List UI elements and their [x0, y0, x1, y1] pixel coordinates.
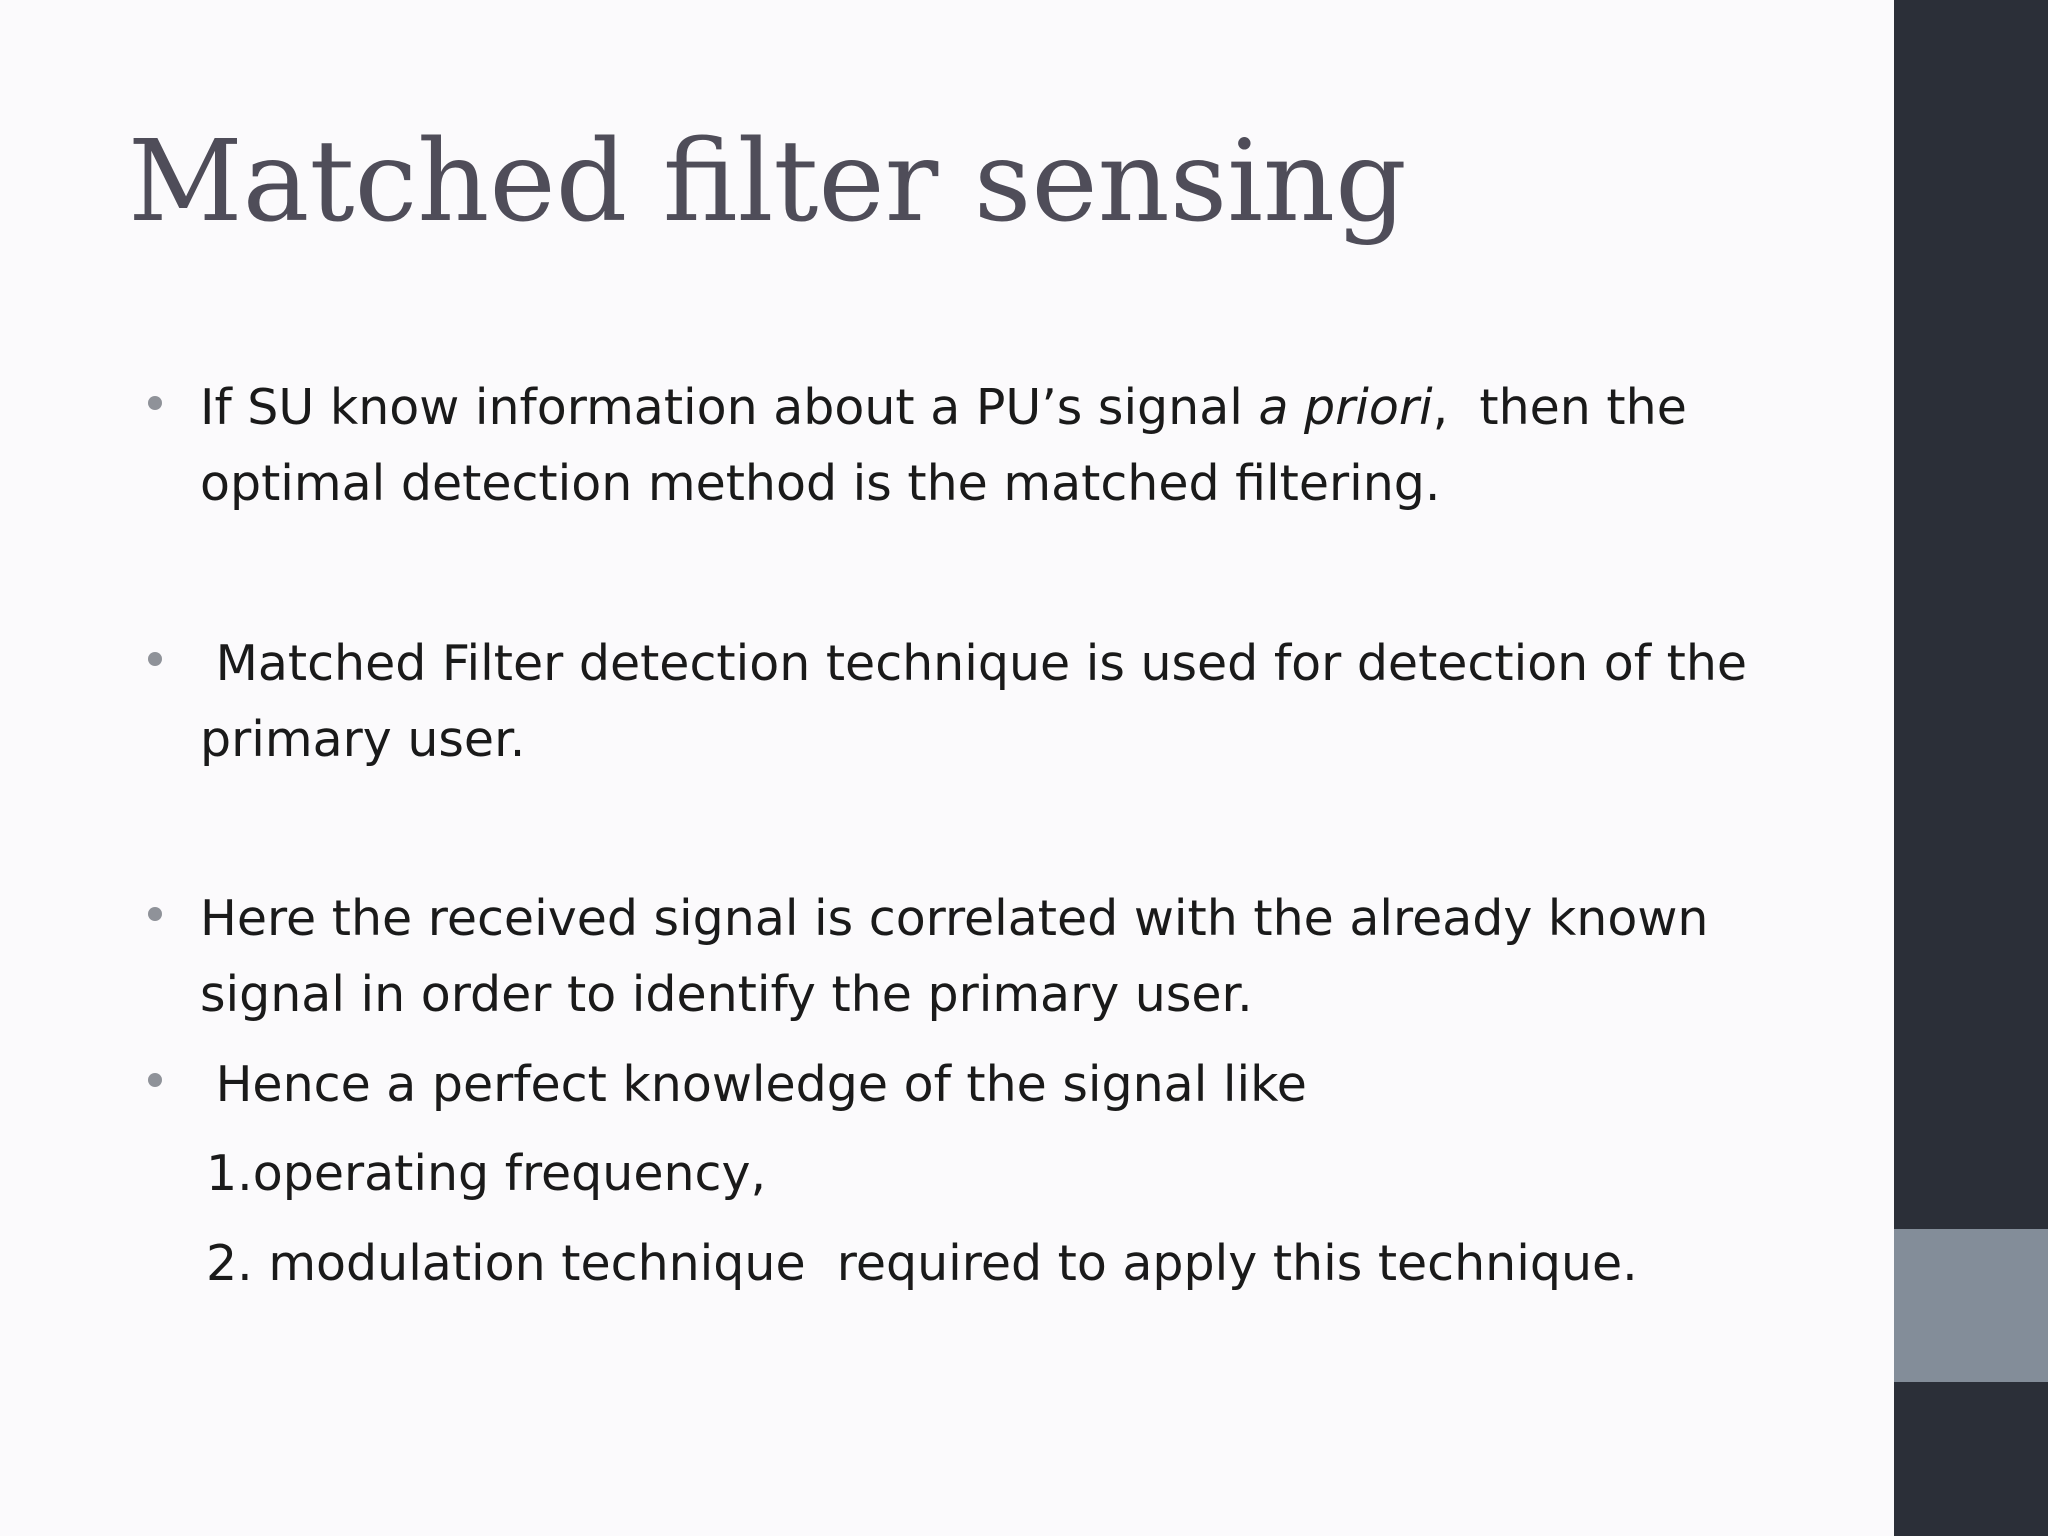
- bullet-dot-icon: [148, 652, 162, 666]
- bullet-text: [200, 370, 1780, 522]
- bullet-dot-icon: [148, 1073, 162, 1087]
- bullet-text: Matched Filter detection technique is used for detection of the primary user.: [200, 635, 1763, 768]
- sub-line-item: 2. modulation technique required to apply this technique.: [206, 1235, 1638, 1292]
- bullet-text: Here the received signal is correlated with the already known signal in order to identify the primary user.: [200, 890, 1725, 1023]
- bullet-text: Hence a perfect knowledge of the signal like: [200, 1056, 1307, 1113]
- bullet-dot-icon: [148, 396, 162, 410]
- bullet-text-part: , then the optimal detection method is the matched filtering.: [200, 379, 1703, 512]
- bullet-dot-icon: [148, 907, 162, 921]
- sidebar-accent-block: [1894, 1229, 2048, 1382]
- bullet-text-part: If SU know information about a PU’s signal: [200, 379, 1259, 436]
- slide-title: Matched filter sensing: [128, 117, 1407, 247]
- sub-line-item: 1.operating frequency,: [206, 1145, 767, 1202]
- bullet-italic-term: a priori: [1258, 379, 1433, 436]
